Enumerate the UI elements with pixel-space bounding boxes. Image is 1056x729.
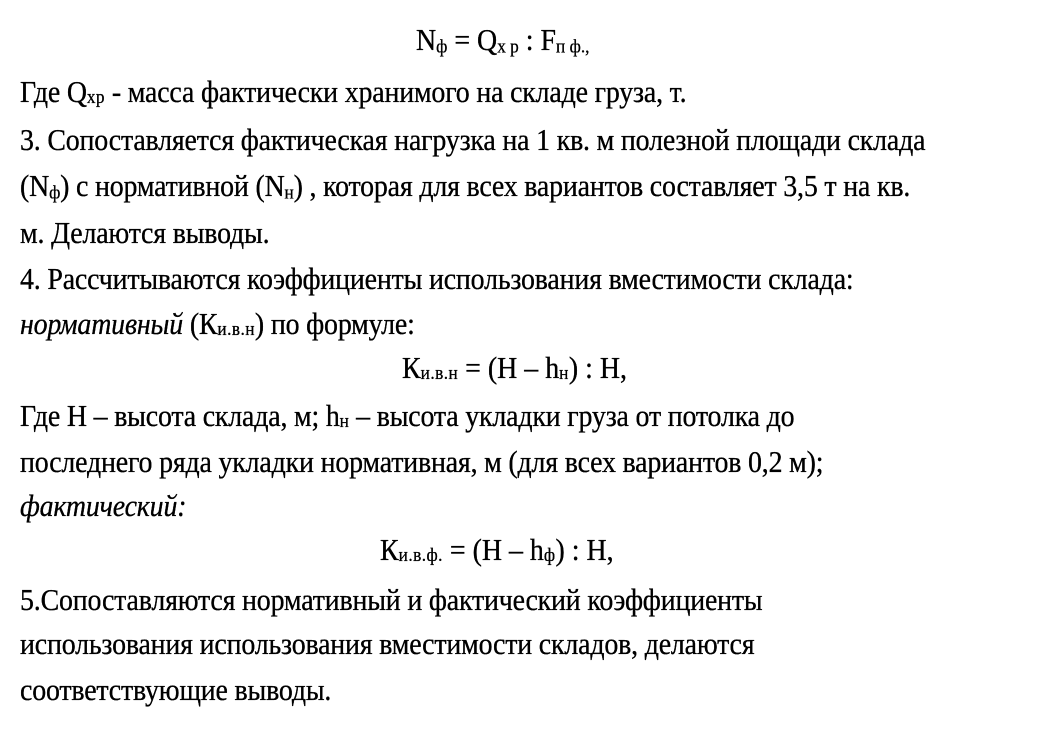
formula-load-colon: : (518, 22, 541, 57)
formula-load (416, 24, 589, 57)
formula-kivn (402, 352, 627, 383)
formula-kivf (380, 534, 614, 565)
text-line-qhr-sub: хр (86, 86, 106, 108)
text-p5-line1 (20, 400, 794, 431)
formula-kivn-k: К (402, 350, 421, 385)
formula-kivf-h-sub: ф (543, 544, 556, 566)
text-p3-line2-a: (N (20, 168, 50, 203)
text-p5-line1-a: Где Н – высота склада, м; h (20, 398, 340, 433)
formula-kivf-rest-a: = (Н – h (442, 532, 544, 567)
text-line-qhr-prefix: Где Q (20, 74, 87, 109)
text-p6-line1: 5.Сопоставляются нормативный и фактический коэффициенты (20, 582, 763, 617)
text-p5-line3: фактический: (20, 488, 187, 523)
formula-kivf-k-sub: и.в.ф. (398, 544, 443, 566)
formula-load-f: F (540, 22, 557, 57)
text-p3-line2-b: ) с нормативной (N (60, 168, 285, 203)
text-p5-line2: последнего ряда укладки нормативная, м (для всех вариантов 0,2 м); (20, 444, 824, 479)
text-p3-line2-c: ) , которая для всех вариантов составляет 3,5 т на кв. (293, 168, 911, 203)
formula-kivn-rest-b: ) : Н, (568, 350, 627, 385)
formula-load-q-sub: х р (497, 36, 519, 58)
formula-load-n-sub: ф (436, 36, 448, 58)
text-p5-line1-b: – высота укладки груза от потолка до (349, 398, 795, 433)
text-p3-line2-sub2: н (284, 182, 294, 204)
text-p4-line1: 4. Рассчитываются коэффициенты использования вместимости склада: (20, 261, 854, 296)
text-p5-line1-sub: н (339, 410, 350, 432)
text-p4-line2-b: ) по формуле: (254, 306, 415, 341)
text-p3-line2-sub1: ф (49, 182, 61, 204)
text-line-qhr (20, 76, 686, 107)
formula-kivn-rest-a: = (Н – h (458, 350, 560, 385)
text-p3-line1: 3. Сопоставляется фактическая нагрузка на 1 кв. м полезной площади склада (20, 122, 926, 157)
formula-load-eq: = (447, 22, 478, 57)
text-p3-line3: м. Делаются выводы. (20, 215, 270, 250)
text-p4-line2-italic: нормативный (20, 306, 184, 341)
formula-kivf-k: К (380, 532, 399, 567)
formula-load-q: Q (477, 22, 498, 57)
formula-load-n: N (416, 22, 437, 57)
text-p4-line2 (20, 308, 415, 339)
text-p4-line2-a: (К (183, 306, 218, 341)
formula-kivn-k-sub: и.в.н (420, 362, 459, 384)
text-p6-line3: соответствующие выводы. (20, 672, 332, 707)
formula-kivf-rest-b: ) : Н, (555, 532, 614, 567)
text-line-qhr-suffix: - масса фактически хранимого на складе груза, т. (105, 74, 687, 109)
formula-kivn-h-sub: н (559, 362, 569, 384)
formula-load-f-sub: п ф., (556, 36, 590, 58)
text-p4-line2-sub: и.в.н (217, 318, 255, 340)
text-p6-line2: использования использования вместимости складов, делаются (20, 626, 755, 661)
text-p3-line2 (20, 170, 910, 203)
